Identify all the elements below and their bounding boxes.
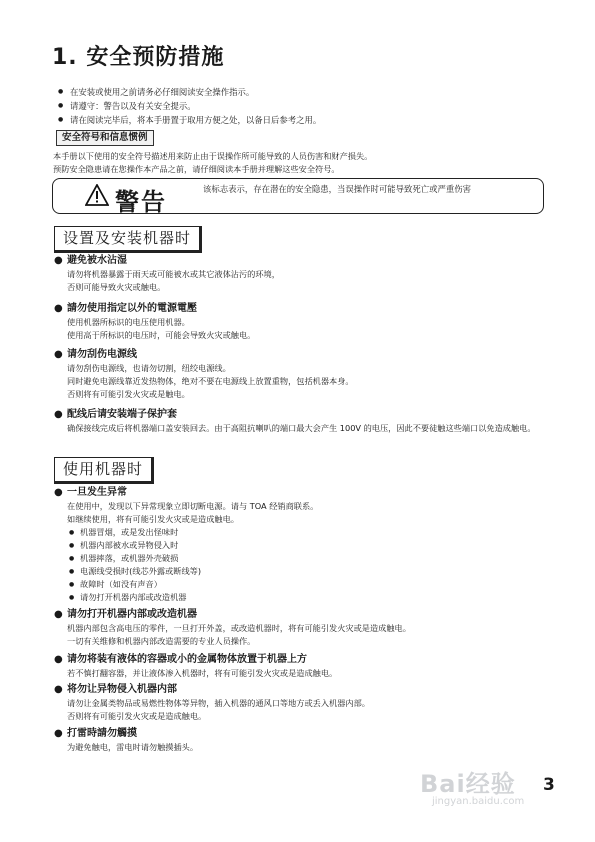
- sub-item: ● 机器摔落，或机器外壳破损: [67, 552, 544, 565]
- warning-triangle-icon: [85, 184, 109, 206]
- item-text: 为避免触电，雷电时请勿触摸插头。: [67, 742, 199, 752]
- bullet-icon: ●: [54, 609, 63, 620]
- item-text: 若不慎打翻容器，并让液体渗入机器时，将有可能引发火灾或是造成触电。: [67, 668, 338, 678]
- safety-item: [54, 302, 544, 342]
- bullet-icon: ●: [54, 684, 63, 695]
- item-text: 否则将有可能引发火灾或是造成触电。: [67, 711, 207, 721]
- bullet-icon: ●: [54, 255, 63, 266]
- intro-list: [58, 85, 321, 127]
- item-heading: 請勿使用指定以外的電源電壓: [67, 303, 197, 314]
- page-number: 3: [543, 775, 555, 795]
- safety-item: [54, 348, 544, 401]
- item-text: 请勿将机器暴露于雨天或可能被水或其它液体沾污的环境，: [67, 269, 280, 279]
- safety-item: [54, 653, 544, 680]
- item-text: 使用高于所标识的电压时，可能会导致火灾或触电。: [67, 330, 256, 340]
- safety-item: [54, 408, 544, 435]
- watermark: [420, 762, 550, 812]
- item-heading: 请勿将装有液体的容器或小的金属物体放置于机器上方: [67, 654, 307, 665]
- symbols-heading: 安全符号和信息惯例: [56, 130, 154, 146]
- item-text: 在使用中，发现以下异常现象立即切断电源。请与 TOA 经销商联系。: [67, 501, 319, 511]
- bullet-icon: ●: [54, 409, 63, 420]
- item-text: 同时避免电源线靠近发热物体，绝对不要在电源线上放置重物，包括机器本身。: [67, 376, 354, 386]
- warning-label: 警告: [115, 188, 167, 216]
- item-text: 如继续使用，将有可能引发火灾或是造成触电。: [67, 514, 239, 524]
- sub-item: ● 电源线受损时(线芯外露或断线等): [67, 565, 544, 578]
- sub-item: ● 机器冒烟，或是发出怪味时: [67, 526, 544, 539]
- safety-item: [54, 608, 544, 648]
- sub-item: ● 请勿打开机器内部或改造机器: [67, 591, 544, 604]
- sub-item: ● 机器内部被水或异物侵入时: [67, 539, 544, 552]
- intro-item: ● 请遵守：警告以及有关安全提示。: [58, 99, 321, 113]
- section-heading-usage: 使用机器时: [54, 457, 154, 484]
- item-heading: 打雷時請勿觸摸: [67, 728, 137, 739]
- bullet-icon: ●: [54, 654, 63, 665]
- item-heading: 请勿刮伤电源线: [67, 349, 137, 360]
- sub-item: ● 故障时（如没有声音）: [67, 578, 544, 591]
- item-text: 一切有关维修和机器内部改造需要的专业人员操作。: [67, 636, 256, 646]
- item-heading: 将勿让异物侵入机器内部: [67, 684, 177, 695]
- safety-item: [54, 727, 544, 754]
- item-text: 请勿让金属类物品或易燃性物体等异物，插入机器的通风口等地方或丢入机器内部。: [67, 698, 370, 708]
- intro-item: ● 在安装或使用之前请务必仔细阅读安全操作指示。: [58, 85, 321, 99]
- warning-description: 该标志表示，存在潜在的安全隐患，当误操作时可能导致死亡或严重伤害: [203, 184, 471, 194]
- safety-item: [54, 486, 544, 604]
- bullet-icon: ●: [54, 303, 63, 314]
- safety-item: [54, 254, 544, 294]
- item-text: 使用机器所标识的电压使用机器。: [67, 317, 190, 327]
- section-heading-installation: 设置及安装机器时: [54, 226, 202, 253]
- item-text: 确保接线完成后将机器端口盖安装回去。由于高阻抗喇叭的端口最大会产生 100V 的电压，因此不要徒触这些端口以免造成触电。: [67, 423, 536, 433]
- symbols-line: 本手册以下使用的安全符号描述用来防止由于误操作所可能导致的人员伤害和财产损失。: [53, 151, 373, 161]
- item-heading: 配线后请安装端子保护套: [67, 409, 177, 420]
- watermark-url: jingyan.baidu.com: [432, 796, 525, 807]
- symbols-line: 预防安全隐患请在您操作本产品之前，请仔细阅读本手册并理解这些安全符号。: [53, 164, 340, 174]
- bullet-icon: ●: [54, 728, 63, 739]
- watermark-text: Bai经验: [420, 770, 516, 798]
- page-title: 1. 安全预防措施: [52, 45, 225, 70]
- safety-item: [54, 683, 544, 723]
- item-text: 否则可能导致火灾或触电。: [67, 282, 166, 292]
- symbols-description: [53, 150, 372, 176]
- item-text: 否则将有可能引发火灾或是触电。: [67, 389, 190, 399]
- item-text: 机器内部包含高电压的零件，一旦打开外盖，或改造机器时，将有可能引发火灾或是造成触电。: [67, 623, 411, 633]
- warning-box: [52, 178, 544, 214]
- bullet-icon: ●: [54, 487, 63, 498]
- item-heading: 请勿打开机器内部或改造机器: [67, 609, 197, 620]
- item-text: 请勿刮伤电源线，也请勿切割，纽绞电源线。: [67, 363, 231, 373]
- item-heading: 一旦发生异常: [67, 487, 127, 498]
- bullet-icon: ●: [54, 349, 63, 360]
- item-heading: 避免被水沾湿: [67, 255, 127, 266]
- intro-item: ● 请在阅读完毕后，将本手册置于取用方便之处，以备日后参考之用。: [58, 113, 321, 127]
